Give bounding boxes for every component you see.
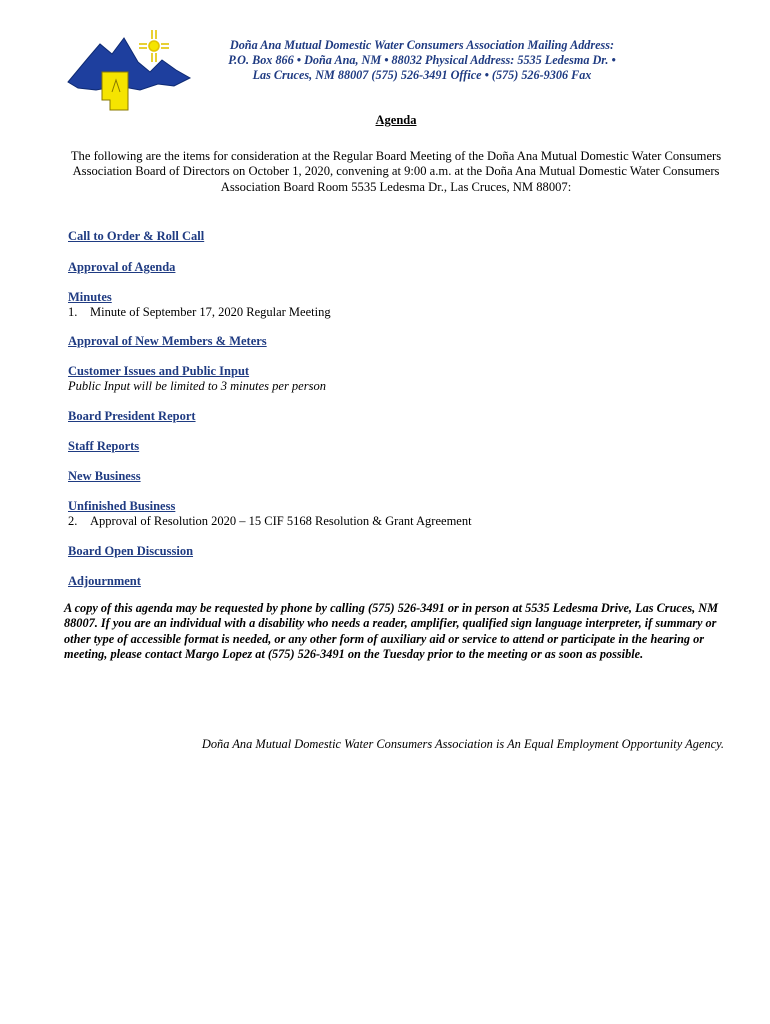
agenda-item-title[interactable]: Approval of New Members & Meters <box>68 334 267 348</box>
agenda-item-title[interactable]: Board Open Discussion <box>68 544 194 558</box>
agenda-item-title[interactable]: Unfinished Business <box>68 499 176 513</box>
agenda-item-title[interactable]: Call to Order & Roll Call <box>68 229 205 243</box>
agenda-item-title[interactable]: Approval of Agenda <box>68 260 176 274</box>
county-map-shape <box>102 72 128 110</box>
zia-sun-icon <box>139 30 169 62</box>
agenda-items-list <box>68 229 728 589</box>
agenda-subitem: 1. Minute of September 17, 2020 Regular Meeting <box>68 305 331 319</box>
agenda-item <box>68 229 728 244</box>
agenda-title: Agenda <box>375 113 417 127</box>
agenda-item <box>68 334 728 349</box>
agenda-item-title[interactable]: New Business <box>68 469 141 483</box>
agenda-item <box>68 439 728 454</box>
agenda-item-title[interactable]: Staff Reports <box>68 439 140 453</box>
agenda-item-title[interactable]: Customer Issues and Public Input <box>68 364 250 378</box>
agenda-subitem: 2. Approval of Resolution 2020 – 15 CIF 5168 Resolution & Grant Agreement <box>68 514 472 528</box>
agenda-item <box>68 364 728 394</box>
accessibility-notice: A copy of this agenda may be requested by phone by calling (575) 526-3491 or in person at 5535 Ledesma Drive, Las Cruces, NM 88007. If you are an individual with a disability who needs a reader, amplifier, qualified sign language interpreter, if summary or other type of accessible format is needed, or any other form of auxiliary aid or service to attend or participate in the hearing or meeting, please contact Margo Lopez at (575) 526-3491 on the Tuesday prior to the meeting or as soon as possible. <box>64 601 719 661</box>
agenda-item <box>68 469 728 484</box>
agenda-item <box>68 544 728 559</box>
agenda-item <box>68 574 728 589</box>
public-input-note: Public Input will be limited to 3 minutes per person <box>68 379 326 393</box>
agenda-item-title[interactable]: Adjournment <box>68 574 141 588</box>
mountain-shape <box>68 38 190 90</box>
meeting-intro-paragraph: The following are the items for consideration at the Regular Board Meeting of the Doña Ana Mutual Domestic Water Consumers Association Board of Directors on October 1, 2020, convening at 9:00 a.m. at the Doña Ana Mutual Domestic Water Consumers Association Board Room 5535 Ledesma Dr., Las Cruces, NM 88007: <box>70 149 722 194</box>
agenda-item-title[interactable]: Minutes <box>68 290 112 304</box>
agenda-item <box>68 499 728 529</box>
agenda-item <box>68 290 728 320</box>
association-address-header: Doña Ana Mutual Domestic Water Consumers Association Mailing Address: P.O. Box 866 • Doña Ana, NM • 88032 Physical Address: 5535 Ledesma Dr. • Las Cruces, NM 88007 (575) 526-3491 Office • (575) 526-9306 Fax <box>228 38 616 83</box>
association-logo <box>66 20 192 122</box>
agenda-item <box>68 409 728 424</box>
agenda-item <box>68 260 728 275</box>
equal-opportunity-footer: Doña Ana Mutual Domestic Water Consumers Association is An Equal Employment Opportunity Agency. <box>201 737 724 751</box>
agenda-item-title[interactable]: Board President Report <box>68 409 196 423</box>
